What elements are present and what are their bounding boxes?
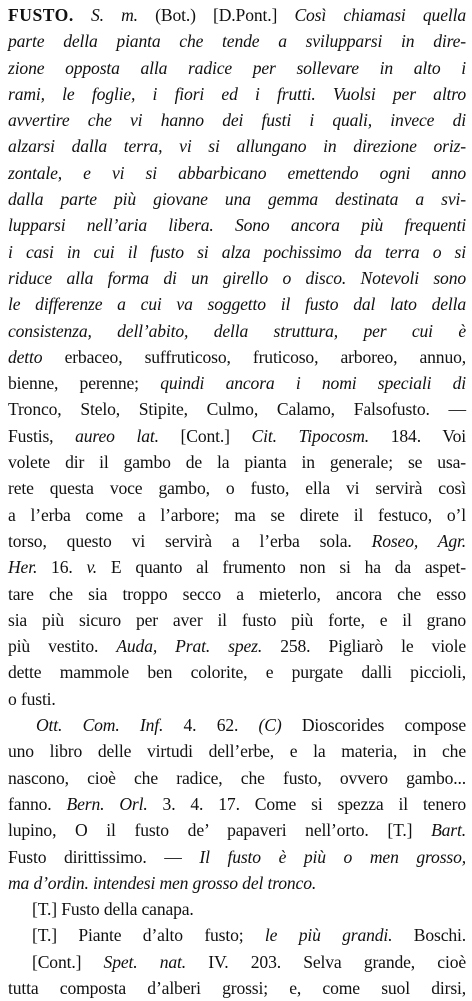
italic-text: (C): [258, 715, 282, 736]
text-segment: [T.] Fusto della canapa.: [32, 899, 194, 920]
text-line: [8, 291, 466, 317]
italic-text: lupparsi nell’aria libera. Sono ancora più frequenti: [8, 215, 466, 236]
text-line: [8, 396, 466, 422]
italic-text: rami, le foglie, i fiori ed i frutti. Vuolsi per altro: [8, 83, 466, 104]
text-segment: Dioscorides compose: [281, 715, 466, 736]
text-segment: volete dir il gambo de la pianta in generale; se usa-: [8, 452, 466, 473]
text-line: [8, 133, 466, 159]
text-segment: o fusti.: [8, 688, 56, 709]
text-line: [8, 922, 466, 948]
text-segment: tare che sia troppo secco a mieterlo, ancora che esso: [8, 583, 466, 604]
text-line: [8, 502, 466, 528]
italic-text: Bart.: [431, 820, 466, 841]
text-line: [8, 212, 466, 238]
text-line: [8, 475, 466, 501]
text-line: [8, 370, 466, 396]
text-segment: E quanto al frumento non si ha da aspet-: [97, 557, 466, 578]
italic-text: S. m.: [73, 5, 156, 25]
text-segment: torso, questo vi servirà a l’erba sola.: [8, 530, 372, 551]
text-segment: 258. Pigliarò le viole: [262, 636, 466, 657]
italic-text: Ott. Com. Inf.: [36, 715, 164, 736]
text-segment: dette mammole ben colorite, e purgate dalli piccioli,: [8, 662, 466, 683]
text-line: [8, 2, 466, 28]
text-line: [8, 738, 466, 764]
text-segment: 16.: [37, 557, 87, 578]
italic-text: ma d’ordin. intendesi men grosso del tronco.: [8, 872, 317, 893]
text-line: [8, 844, 466, 870]
text-line: [8, 659, 466, 685]
text-segment: (Bot.) [D.Pont.]: [155, 5, 295, 25]
text-segment: 184. Voi: [369, 425, 467, 446]
italic-text: Her.: [8, 557, 38, 578]
text-segment: a l’erba come a l’arbore; ma se direte il festuco, o’l: [8, 504, 466, 525]
text-segment: [Cont.]: [158, 425, 252, 446]
italic-text: le differenze a cui va soggetto il fusto dal lato della: [8, 294, 466, 315]
text-line: [8, 160, 466, 186]
text-line: [8, 949, 466, 975]
text-line: [8, 449, 466, 475]
text-segment: sia più sicuro per aver il fusto più forte, e il grano: [8, 609, 466, 630]
text-line: [8, 107, 466, 133]
italic-text: alzarsi dalla terra, vi si allungano in direzione oriz-: [8, 136, 466, 157]
text-line: [8, 581, 466, 607]
italic-text: detto: [8, 346, 43, 367]
text-segment: [T.] Piante d’alto fusto;: [32, 925, 265, 946]
text-segment: rete questa voce gambo, o fusto, ella vi servirà così: [8, 478, 466, 499]
text-segment: Fustis,: [8, 425, 76, 446]
text-line: [8, 265, 466, 291]
italic-text: le più grandi.: [264, 925, 393, 946]
italic-text: Auda, Prat. spez.: [116, 636, 263, 657]
text-line: [8, 870, 466, 896]
text-segment: fanno.: [8, 793, 67, 814]
text-line: [8, 528, 466, 554]
italic-text: Cit. Tipocosm.: [251, 425, 370, 446]
text-segment: IV. 203. Selva grande, cioè: [186, 951, 466, 972]
text-line: [8, 344, 466, 370]
text-line: [8, 896, 466, 922]
italic-text: i casi in cui il fusto si alza pochissimo da terra o si: [8, 241, 466, 262]
text-line: [8, 817, 466, 843]
italic-text: Bern. Orl.: [66, 793, 148, 814]
italic-text: zontale, e vi si abbarbicano emettendo ogni anno: [8, 162, 466, 183]
italic-text: Così chiamasi quella: [294, 5, 466, 25]
text-line: [8, 686, 466, 712]
text-segment: erbaceo, suffruticoso, fruticoso, arboreo, annuo,: [42, 346, 466, 367]
text-line: [8, 633, 466, 659]
text-segment: Tronco, Stelo, Stipite, Culmo, Calamo, Falsofusto. —: [8, 399, 466, 420]
text-line: [8, 186, 466, 212]
text-line: [8, 712, 466, 738]
text-line: [8, 554, 466, 580]
text-segment: 4. 62.: [163, 715, 259, 736]
italic-text: parte della pianta che tende a svilupparsi in dire-: [8, 31, 466, 52]
text-line: [8, 28, 466, 54]
italic-text: Spet. nat.: [103, 951, 187, 972]
entry-text: [8, 2, 466, 1001]
text-line: [8, 81, 466, 107]
text-line: [8, 607, 466, 633]
italic-text: v.: [86, 557, 98, 578]
text-segment: bienne, perenne;: [8, 373, 161, 394]
italic-text: quindi ancora i nomi speciali di: [160, 373, 467, 394]
text-segment: nascono, cioè che radice, che fusto, ovvero gambo...: [8, 767, 466, 788]
text-line: [8, 765, 466, 791]
text-segment: tutta composta d’alberi grossi; e, come suol dirsi,: [8, 977, 466, 998]
italic-text: Il fusto è più o men grosso,: [199, 846, 466, 867]
text-line: [8, 791, 466, 817]
headword: FUSTO.: [8, 5, 74, 25]
text-segment: lupino, O il fusto de’ papaveri nell’orto. [T.]: [8, 820, 432, 841]
italic-text: aureo lat.: [75, 425, 159, 446]
text-segment: 3. 4. 17. Come si spezza il tenero: [147, 793, 467, 814]
text-line: [8, 423, 466, 449]
text-segment: Boschi.: [392, 925, 466, 946]
text-line: [8, 239, 466, 265]
text-segment: [Cont.]: [32, 951, 104, 972]
italic-text: Roseo, Agr.: [371, 530, 466, 551]
italic-text: dalla parte più giovane una gemma destinata a svi-: [8, 189, 466, 210]
text-line: [8, 55, 466, 81]
italic-text: riduce alla forma di un girello o disco. Notevoli sono: [8, 267, 466, 288]
text-line: [8, 318, 466, 344]
italic-text: avvertire che vi hanno dei fusti i quali, invece di: [8, 110, 466, 131]
dictionary-entry: [8, 2, 466, 1001]
text-line: [8, 975, 466, 1001]
text-segment: più vestito.: [8, 636, 117, 657]
italic-text: consistenza, dell’abito, della struttura, per cui è: [8, 320, 466, 341]
text-segment: uno libro delle virtudi dell’erbe, e la materia, in che: [8, 741, 466, 762]
italic-text: zione opposta alla radice per sollevare in alto i: [8, 57, 466, 78]
text-segment: Fusto dirittissimo. —: [8, 846, 200, 867]
